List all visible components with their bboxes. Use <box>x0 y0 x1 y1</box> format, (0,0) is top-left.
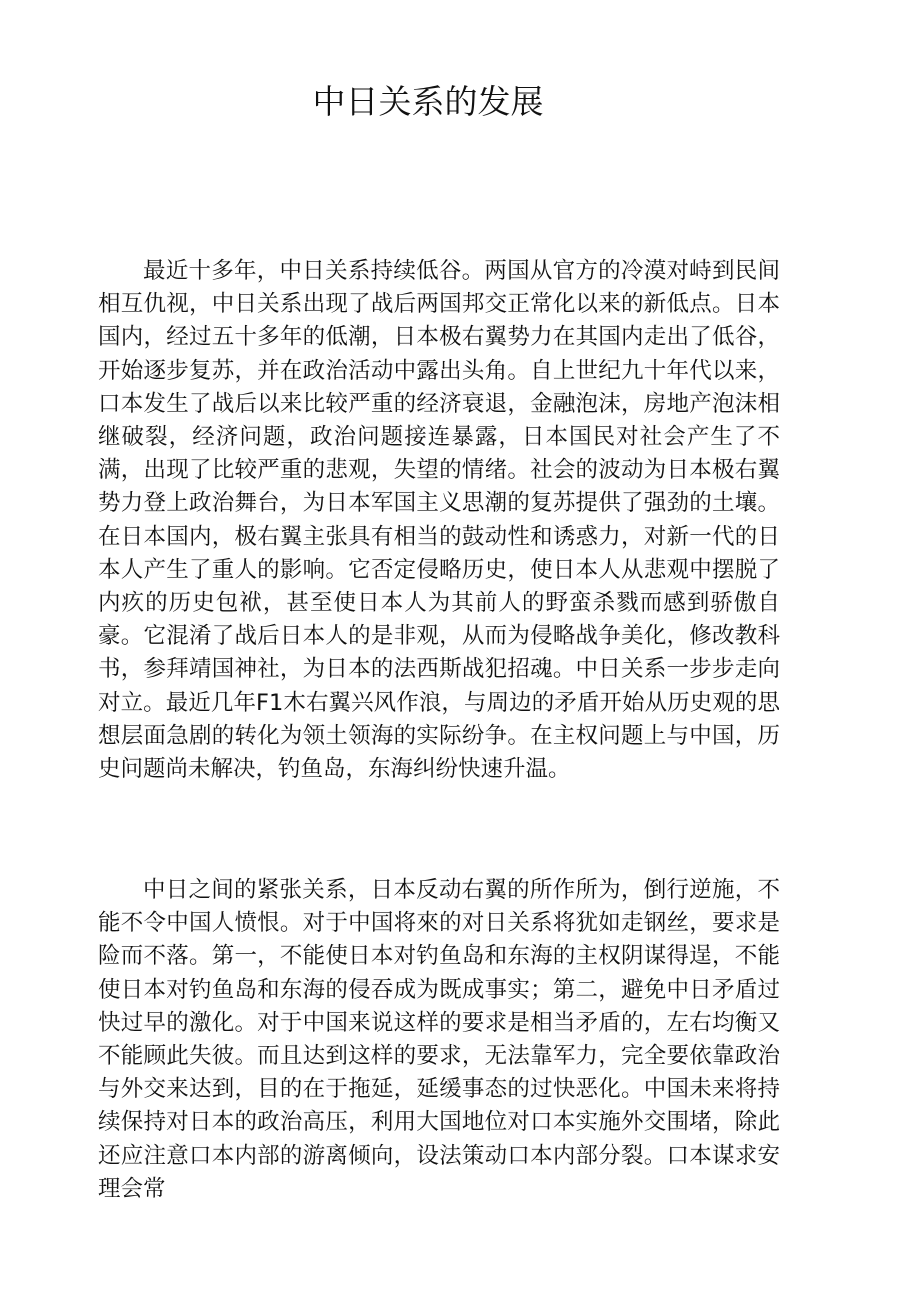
paragraph-2: 中日之间的紧张关系，日本反动右翼的所作所为，倒行逆施，不能不令中国人愤恨。对于中国将來的对日关系将犹如走钢丝，要求是险而不落。第一，不能使日本对钓鱼岛和东海的主权阴谋得逞，不能使日本对钓鱼岛和东海的侵吞成为既成事实；第二，避免中日矛盾过快过早的激化。对于中国来说这样的要求是相当矛盾的，左右均衡又不能顾此失彼。而且达到这样的要求，无法靠军力，完全要依靠政治与外交来达到，目的在于拖延，延缓事态的过快恶化。中国未来将持续保持对日本的政治高压，利用大国地位对口本实施外交围堵，除此还应注意口本内部的游离倾向，设法策动口本内部分裂。口本谋求安理会常 <box>98 877 780 1202</box>
paragraph-1: 最近十多年，中日关系持续低谷。两国从官方的冷漠对峙到民间相互仇视，中日关系出现了战后两国邦交正常化以来的新低点。日本国内，经过五十多年的低潮，日本极右翼势力在其国内走出了低谷，开始逐步复苏，并在政治活动中露出头角。自上世纪九十年代以来，口本发生了战后以来比较严重的经济衰退，金融泡沫，房地产泡沫相继破裂，经济问题，政治问题接连暴露，日本国民对社会产生了不满，出现了比较严重的悲观，失望的情绪。社会的波动为日本极右翼势力登上政治舞台，为日本军国主义思潮的复苏提供了强劲的土壤。在日本国内，极右翼主张具有相当的鼓动性和诱惑力，对新一代的日本人产生了重人的影响。它否定侵略历史，使日本人从悲观中摆脱了内疚的历史包袱，甚至使日本人为其前人的野蛮杀戮而感到骄傲自豪。它混淆了战后日本人的是非观，从而为侵略战争美化，修改教科书，参拜靖国神社，为日本的法西斯战犯招魂。中日关系一步步走向对立。最近几年F1木右翼兴风作浪，与周边的矛盾开始从历史观的思想层面急剧的转化为领土领海的实际纷争。在主权问题上与中国，历史问题尚未解决，钓鱼岛，东海纠纷快速升温。 <box>98 258 780 783</box>
document-title: 中日关系的发展 <box>312 82 544 121</box>
